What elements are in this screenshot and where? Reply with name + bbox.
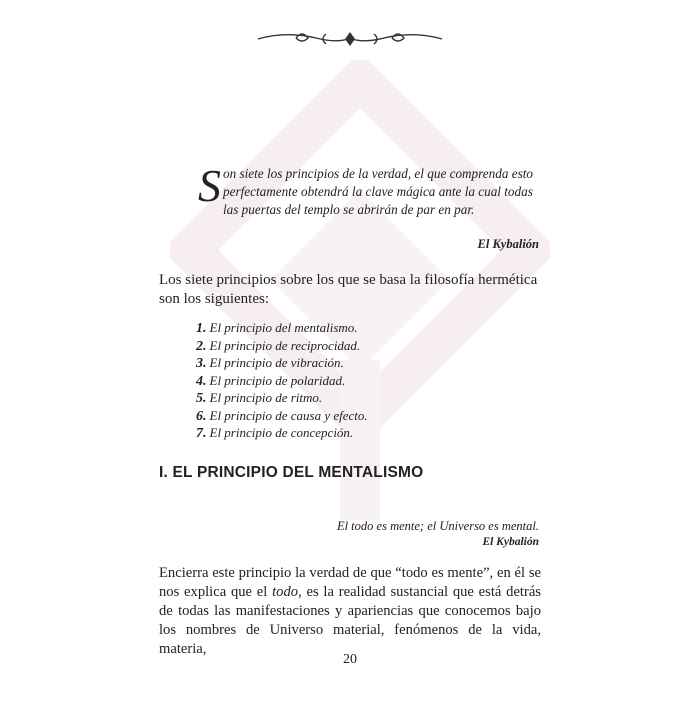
epigraph-text: on siete los principios de la verdad, el que comprenda esto perfectamente obtendrá la clave mágica ante la cual todas las puertas del templo se abrirán de par en par. xyxy=(223,166,533,217)
list-item: 1. El principio del mentalismo. xyxy=(196,320,358,336)
intro-paragraph: Los siete principios sobre los que se basa la filosofía hermética son los siguientes: xyxy=(159,272,538,307)
drop-cap: S xyxy=(198,160,221,211)
list-item: 3. El principio de vibración. xyxy=(196,355,344,371)
list-item: 5. El principio de ritmo. xyxy=(196,390,323,406)
section-quote: El todo es mente; el Universo es mental. xyxy=(336,519,539,533)
ornament-divider xyxy=(256,26,444,52)
list-item: 4. El principio de polaridad. xyxy=(196,372,346,389)
epigraph-source: El Kybalión xyxy=(477,237,539,251)
list-item: 2. El principio de reciprocidad. xyxy=(196,337,361,354)
epigraph xyxy=(198,160,538,219)
section-quote-source: El Kybalión xyxy=(482,536,539,548)
section-heading: I. EL PRINCIPIO DEL MENTALISMO xyxy=(159,464,424,481)
principles-list xyxy=(196,320,368,443)
list-item: 7. El principio de concepción. xyxy=(196,425,354,441)
page-number: 20 xyxy=(343,652,357,667)
list-item: 6. El principio de causa y efecto. xyxy=(196,407,368,424)
body-paragraph: Encierra este principio la verdad de que “todo es mente”, en él se nos explica que el todo, es la realidad sustancial que está detrás de todas las manifestaciones y apariencias que conocemos bajo los nombres de Universo material, fenómenos de la vida, materia, xyxy=(159,565,541,657)
